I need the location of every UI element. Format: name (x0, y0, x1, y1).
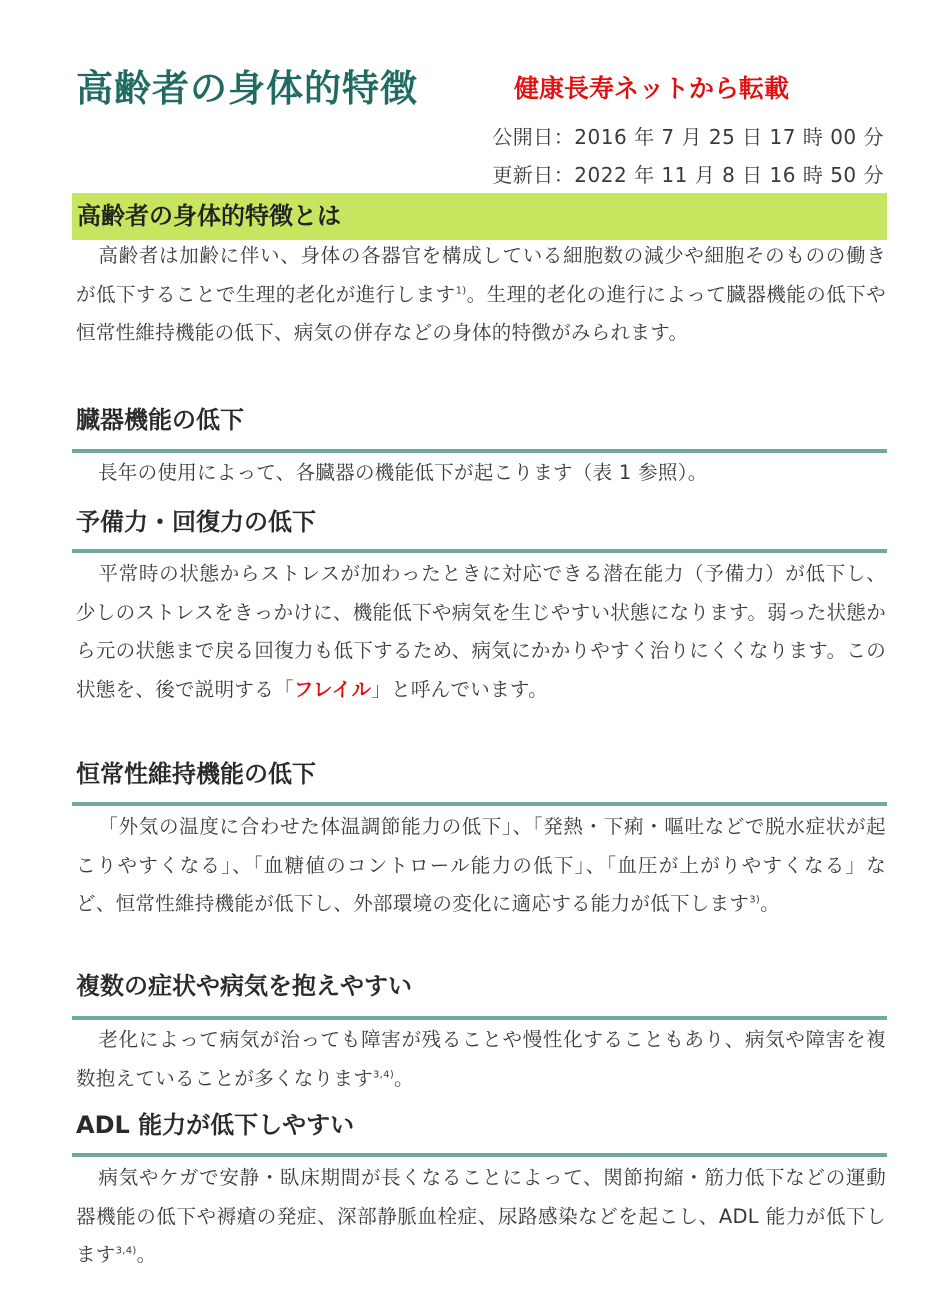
section-divider (72, 802, 887, 806)
section-heading-reserve-capacity: 予備力・回復力の低下 (76, 508, 316, 536)
emphasis-frailty: フレイル (293, 677, 372, 701)
section-divider (72, 549, 887, 553)
section-divider (72, 449, 887, 453)
section-divider (72, 1153, 887, 1157)
lead-paragraph: 高齢者は加齢に伴い、身体の各器官を構成している細胞数の減少や細胞そのものの働きが低下することで生理的老化が進行します$^{1)}$。生理的老化の進行によって臓器機能の低下や恒常性維持機能の低下、病気の併存などの身体的特徴がみられます。 (76, 244, 886, 344)
section-text-organ-function: 長年の使用によって、各臓器の機能低下が起こります（表 1 参照）。 (98, 461, 708, 484)
section-text-adl: 病気やケガで安静・臥床期間が長くなることによって、関節拘縮・筋力低下などの運動器機能の低下や褥瘡の発症、深部静脈血栓症、尿路感染などを起こし、ADL 能力が低下します$^{3,4)}$。 (76, 1166, 886, 1266)
section-heading-homeostasis: 恒常性維持機能の低下 (76, 760, 316, 788)
section-heading-organ-function: 臓器機能の低下 (76, 406, 244, 434)
section-divider (72, 1016, 887, 1020)
section-heading-multiple-conditions: 複数の症状や病気を抱えやすい (76, 972, 412, 1000)
section-heading-adl: ADL 能力が低下しやすい (76, 1111, 355, 1139)
reference-mark: 3,4) (373, 1069, 395, 1080)
section-text-homeostasis: 「外気の温度に合わせた体温調節能力の低下」、「発熱・下痢・嘔吐などで脱水症状が起こりやすくなる」、「血糖値のコントロール能力の低下」、「血圧が上がりやすくなる」など、恒常性維持機能が低下し、外部環境の変化に適応する能力が低下します$^{3)}$。 (76, 815, 886, 915)
reference-mark: 3) (749, 894, 761, 906)
lead-heading: 高齢者の身体的特徴とは (72, 193, 887, 240)
published-date: 公開日：2016 年 7 月 25 日 17 時 00 分 (492, 125, 884, 149)
source-note: 健康長寿ネットから転載 (514, 74, 790, 103)
updated-date: 更新日：2022 年 11 月 8 日 16 時 50 分 (492, 163, 884, 187)
section-text-multiple-conditions: 老化によって病気が治っても障害が残ることや慢性化することもあり、病気や障害を複数抱えていることが多くなります$^{3,4)}$。 (76, 1028, 886, 1090)
reference-mark: 3,4) (115, 1245, 137, 1257)
reference-mark: 1) (455, 285, 467, 296)
section-text-reserve-capacity: 平常時の状態からストレスが加わったときに対応できる潜在能力（予備力）が低下し、少しのストレスをきっかけに、機能低下や病気を生じやすい状態になります。弱った状態から元の状態まで戻る回復力も低下するため、病気にかかりやすく治りにくくなります。この状態を、後で説明する「フレイル」と呼んでいます。 (76, 562, 886, 701)
page-title: 高齢者の身体的特徴 (76, 67, 418, 110)
